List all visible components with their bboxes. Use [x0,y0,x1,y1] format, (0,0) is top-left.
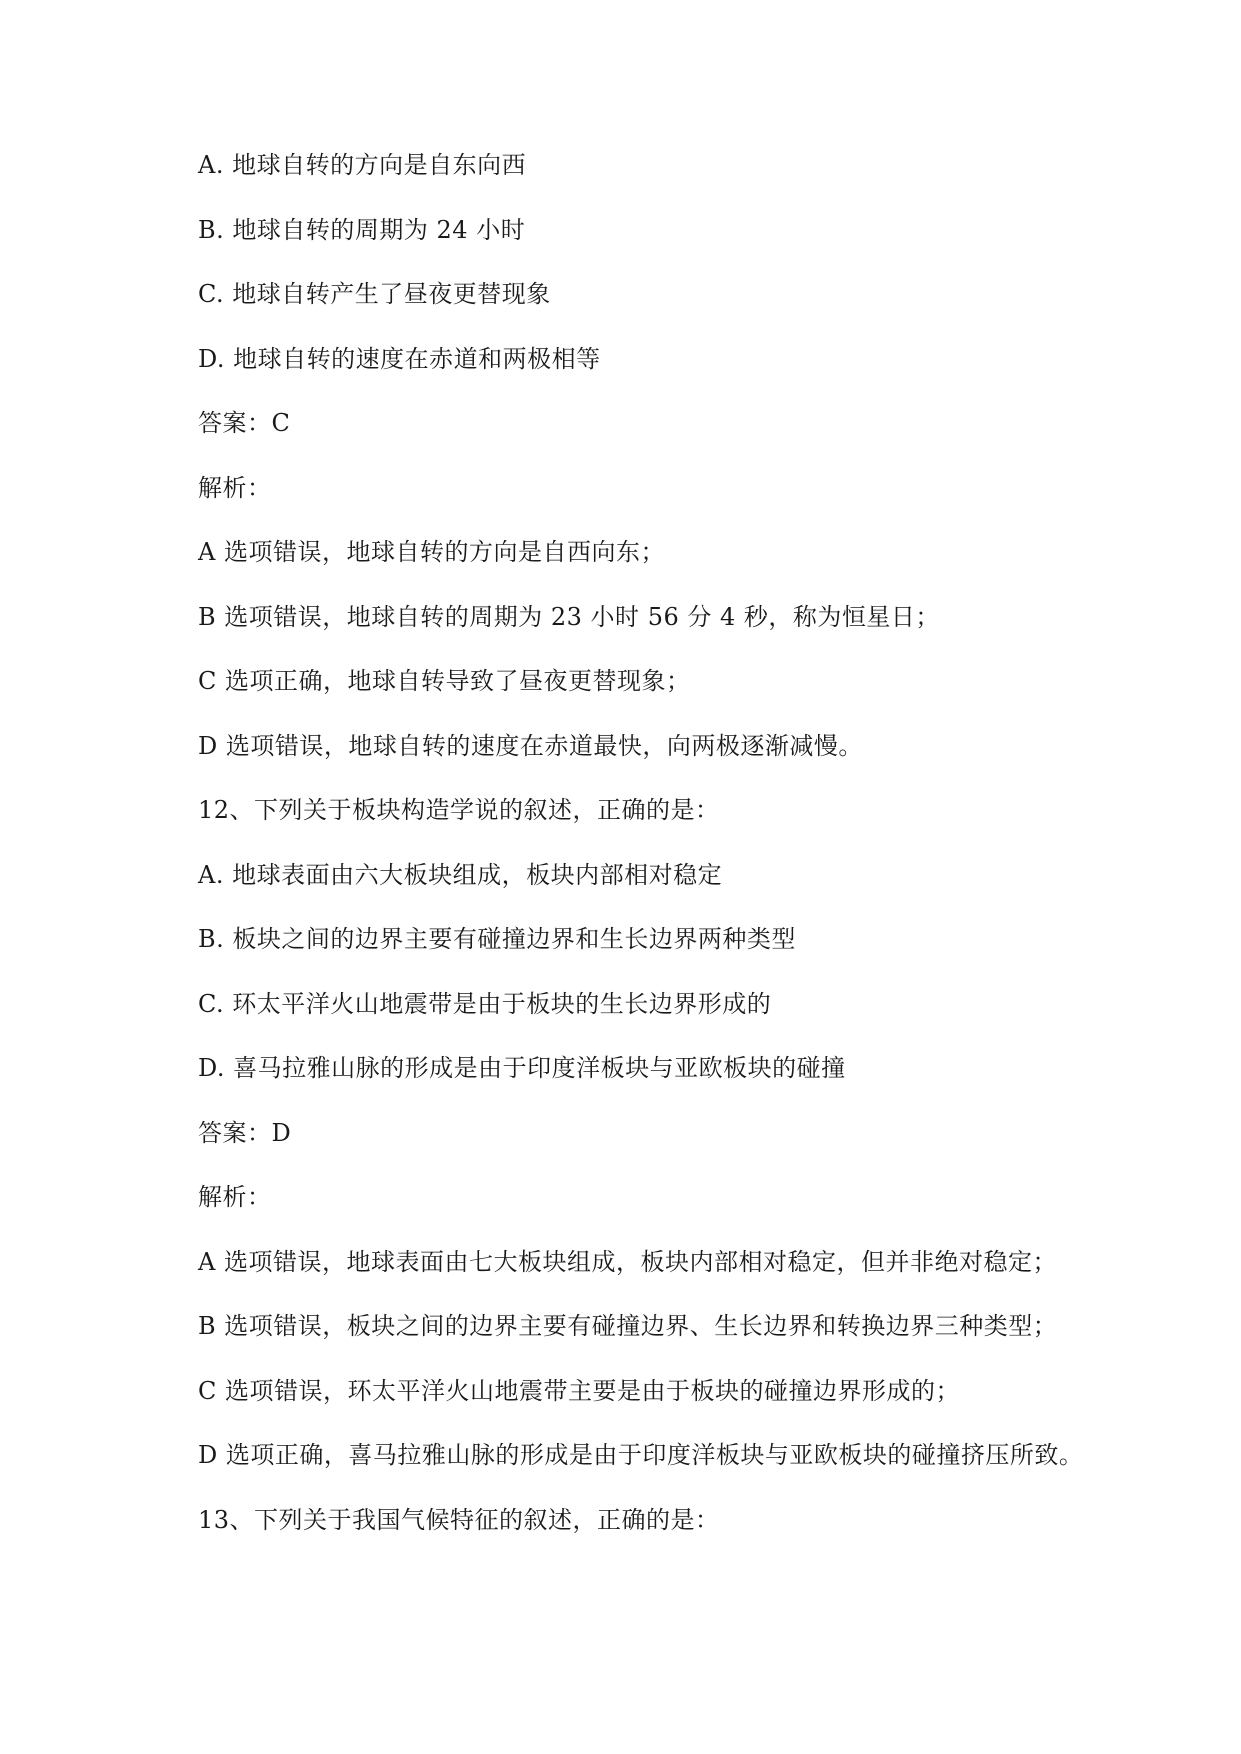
q11-analysis-a: A 选项错误，地球自转的方向是自西向东； [198,538,665,566]
q11-analysis-b: B 选项错误，地球自转的周期为 23 小时 56 分 4 秒，称为恒星日； [198,603,940,631]
q13-question: 13、下列关于我国气候特征的叙述，正确的是： [198,1506,720,1534]
q11-answer: 答案：C [198,409,291,437]
q12-option-d: D. 喜马拉雅山脉的形成是由于印度洋板块与亚欧板块的碰撞 [198,1054,846,1082]
q11-option-a: A. 地球自转的方向是自东向西 [198,151,527,179]
q11-analysis-heading: 解析： [198,474,272,502]
q12-analysis-b: B 选项错误，板块之间的边界主要有碰撞边界、生长边界和转换边界三种类型； [198,1312,1058,1340]
q11-option-d: D. 地球自转的速度在赤道和两极相等 [198,345,601,373]
q11-option-c: C. 地球自转产生了昼夜更替现象 [198,280,551,308]
q11-analysis-c: C 选项正确，地球自转导致了昼夜更替现象； [198,667,691,695]
q12-analysis-a: A 选项错误，地球表面由七大板块组成，板块内部相对稳定，但并非绝对稳定； [198,1248,1057,1276]
q12-question: 12、下列关于板块构造学说的叙述，正确的是： [198,796,720,824]
q11-option-b: B. 地球自转的周期为 24 小时 [198,216,526,244]
q12-analysis-c: C 选项错误，环太平洋火山地震带主要是由于板块的碰撞边界形成的； [198,1377,960,1405]
q12-option-b: B. 板块之间的边界主要有碰撞边界和生长边界两种类型 [198,925,796,953]
q12-answer: 答案：D [198,1119,292,1147]
q12-analysis-heading: 解析： [198,1183,272,1211]
q12-option-c: C. 环太平洋火山地震带是由于板块的生长边界形成的 [198,990,772,1018]
q12-analysis-d: D 选项正确，喜马拉雅山脉的形成是由于印度洋板块与亚欧板块的碰撞挤压所致。 [198,1441,1084,1469]
q12-option-a: A. 地球表面由六大板块组成，板块内部相对稳定 [198,861,723,889]
q11-analysis-d: D 选项错误，地球自转的速度在赤道最快，向两极逐渐减慢。 [198,732,863,760]
